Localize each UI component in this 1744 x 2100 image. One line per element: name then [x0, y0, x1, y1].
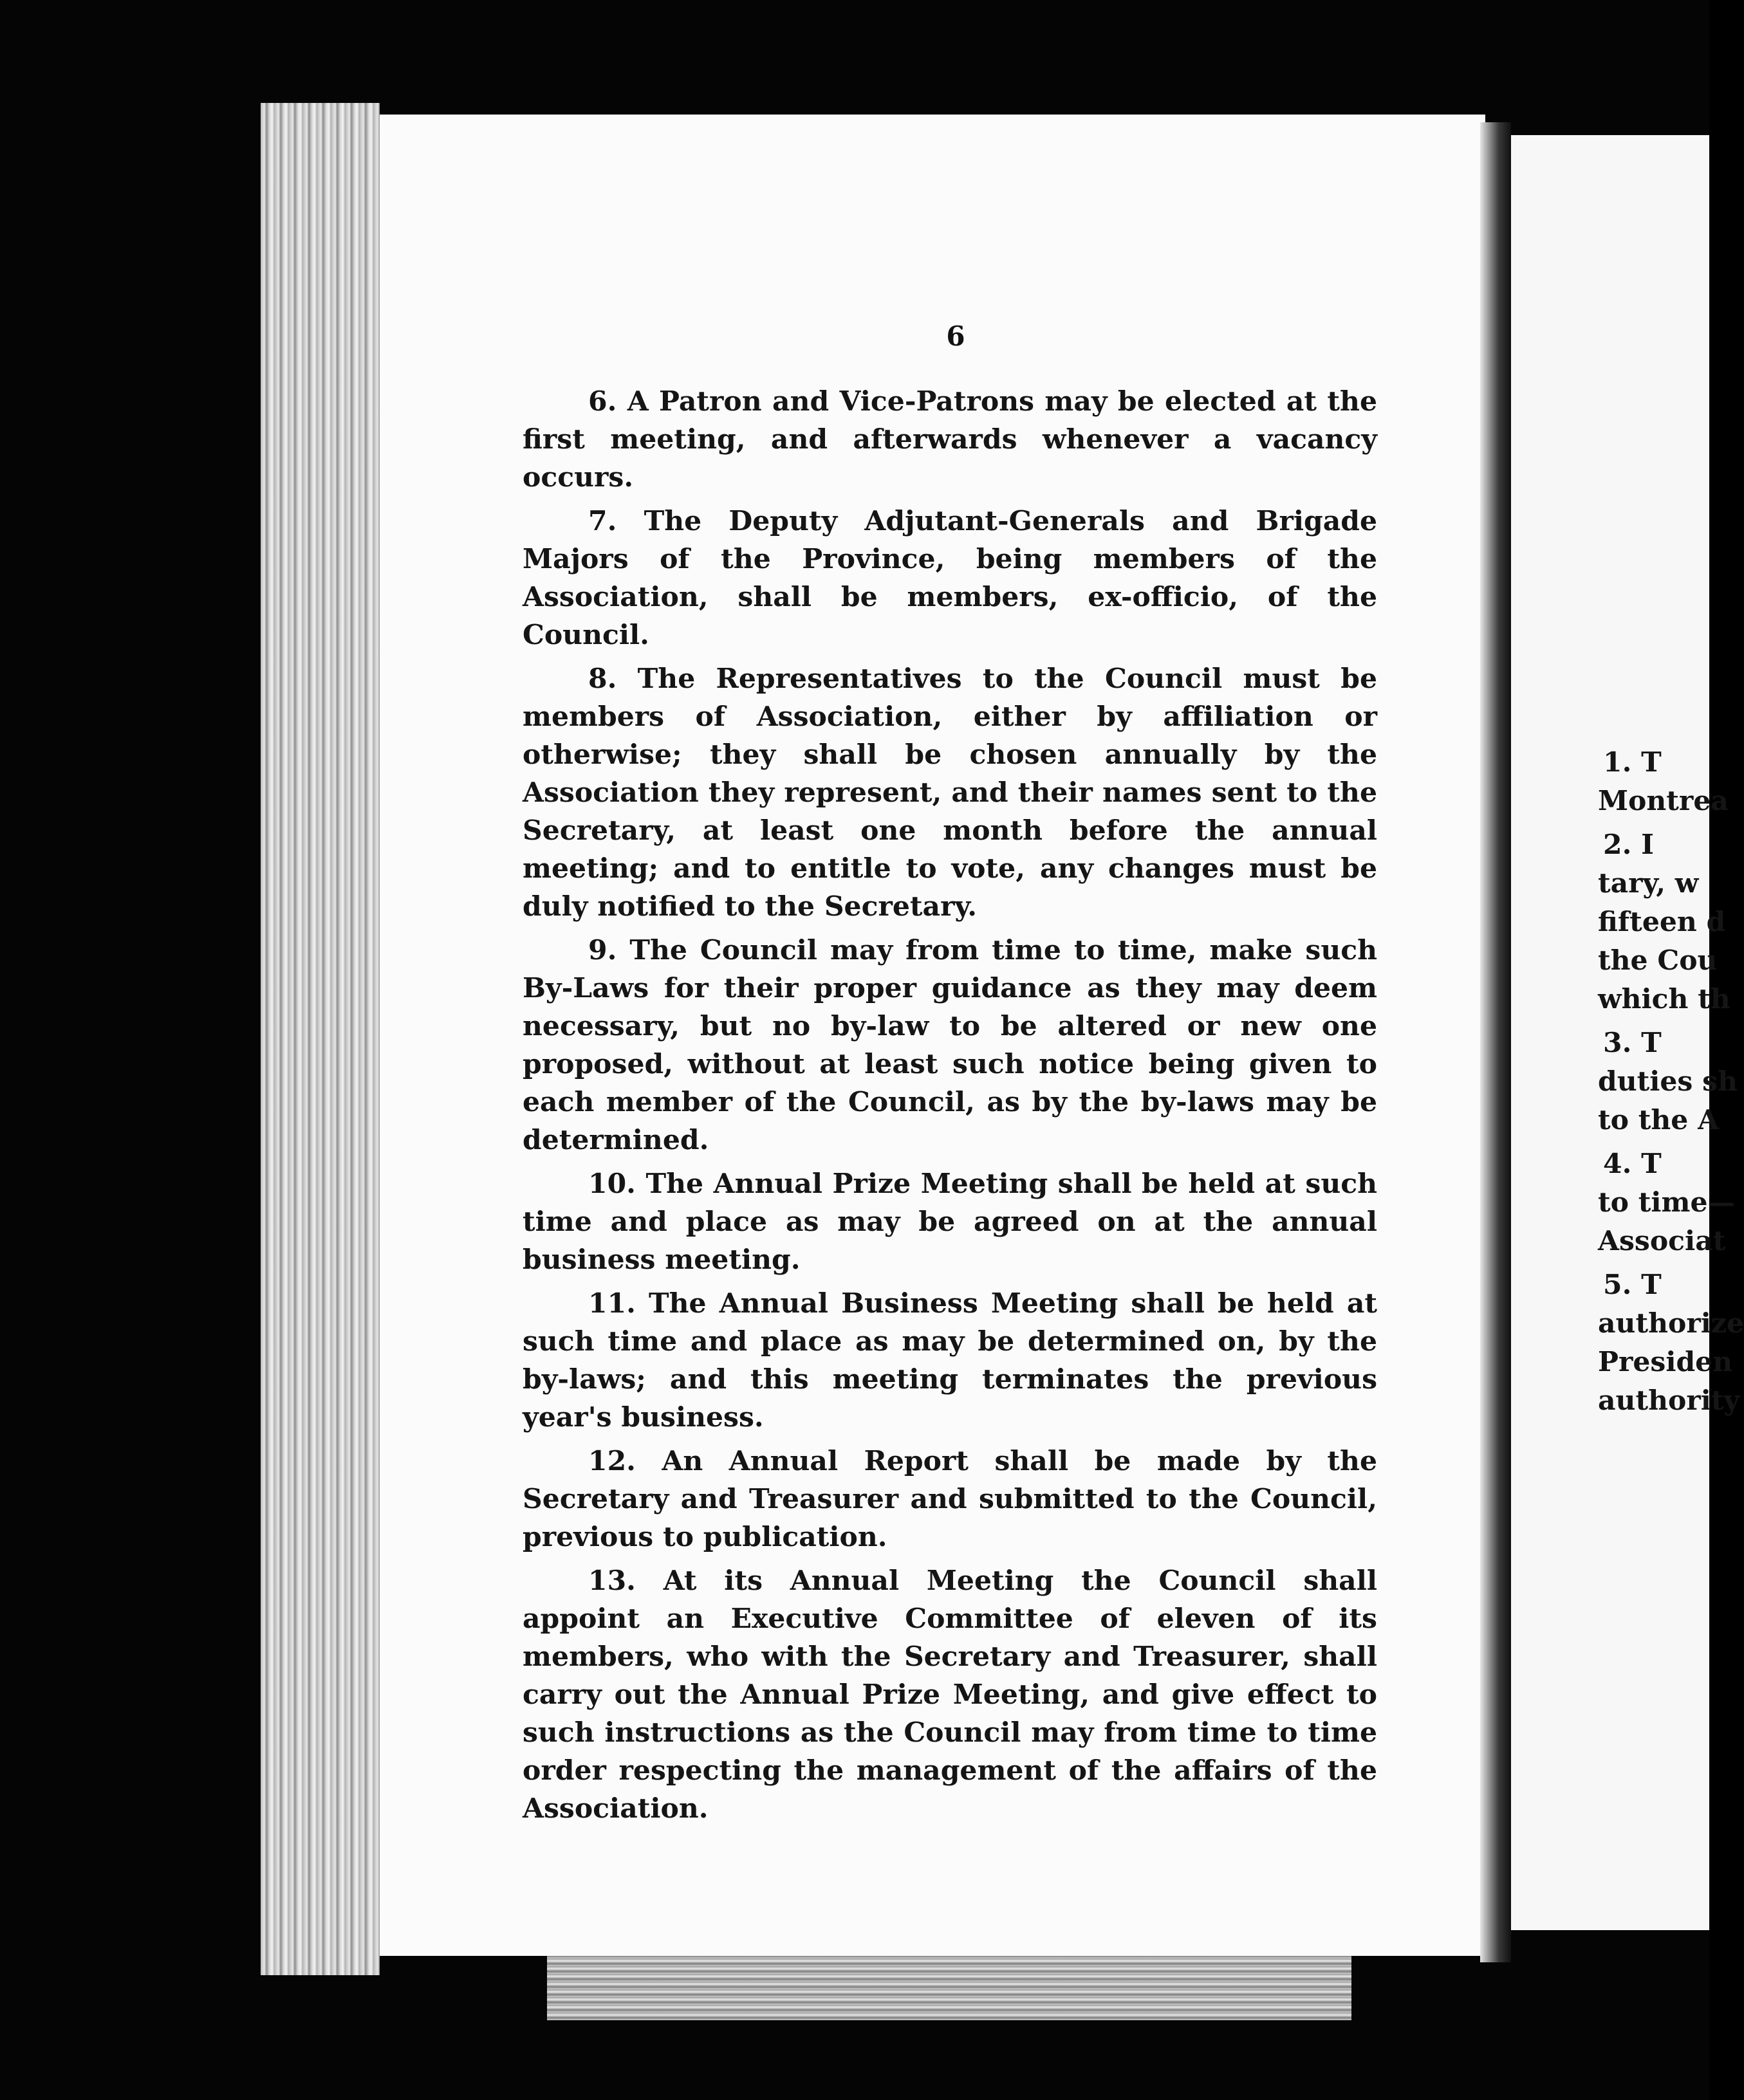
right-line: 1. T	[1603, 746, 1662, 778]
right-line: duties sh	[1598, 1065, 1738, 1098]
right-line: tary, w	[1598, 867, 1699, 899]
article-7: 7. The Deputy Adjutant-Generals and Brigade Majors of the Province, being members of the Association, shall be members, ex-officio, of the Council.	[523, 505, 1377, 651]
article-6: 6. A Patron and Vice-Patrons may be elected at the first meeting, and afterwards whenever a vacancy occurs.	[523, 385, 1377, 493]
right-line: the Cou	[1598, 944, 1718, 977]
right-line: fifteen d	[1598, 906, 1726, 938]
right-line: Presiden	[1598, 1346, 1733, 1378]
right-line: 5. T	[1603, 1269, 1662, 1301]
right-line: 3. T	[1603, 1027, 1662, 1059]
right-page-text	[1511, 743, 1743, 1420]
article-8: 8. The Representatives to the Council must be members of Association, either by affiliation or otherwise; they shall be chosen annually by the Association they represent, and their names sent to the Secretary, at least one month before the annual meeting; and to entitle to vote, any changes must be duly notified to the Secretary.	[523, 663, 1377, 923]
article-13: 13. At its Annual Meeting the Council shall appoint an Executive Committee of eleven of its members, who with the Secretary and Treasurer, shall carry out the Annual Prize Meeting, and give effect to such instructions as the Council may from time to time order respecting the management of the affairs of the Association.	[523, 1565, 1377, 1825]
bottom-page-edges	[547, 1956, 1351, 2020]
article-11: 11. The Annual Business Meeting shall be held at such time and place as may be determined on, by the by-laws; and this meeting terminates the previous year's business.	[523, 1287, 1377, 1433]
page-edge-stack	[261, 103, 380, 1975]
right-line: authority	[1598, 1385, 1740, 1417]
page-number: 6	[946, 320, 965, 352]
page-body	[523, 383, 1377, 1834]
right-line: to the A	[1598, 1104, 1720, 1136]
right-line: 4. T	[1603, 1148, 1662, 1180]
article-10: 10. The Annual Prize Meeting shall be held at such time and place as may be agreed on at the annual business meeting.	[523, 1168, 1377, 1276]
right-line: Montrea	[1598, 785, 1729, 817]
article-12: 12. An Annual Report shall be made by the Secretary and Treasurer and submitted to the Council, previous to publication.	[523, 1445, 1377, 1553]
right-line: to time—	[1598, 1186, 1736, 1219]
right-line: authorize	[1598, 1307, 1744, 1340]
right-line: which th	[1598, 983, 1730, 1015]
right-line: Associat	[1598, 1225, 1726, 1257]
book-gutter	[1480, 122, 1511, 1962]
right-page-fragment	[1511, 135, 1744, 1930]
article-9: 9. The Council may from time to time, make such By-Laws for their proper guidance as they may deem necessary, but no by-law to be altered or new one proposed, without at least such notice being given to each member of the Council, as by the by-laws may be determined.	[523, 934, 1377, 1156]
right-line: 2. I	[1603, 829, 1655, 861]
